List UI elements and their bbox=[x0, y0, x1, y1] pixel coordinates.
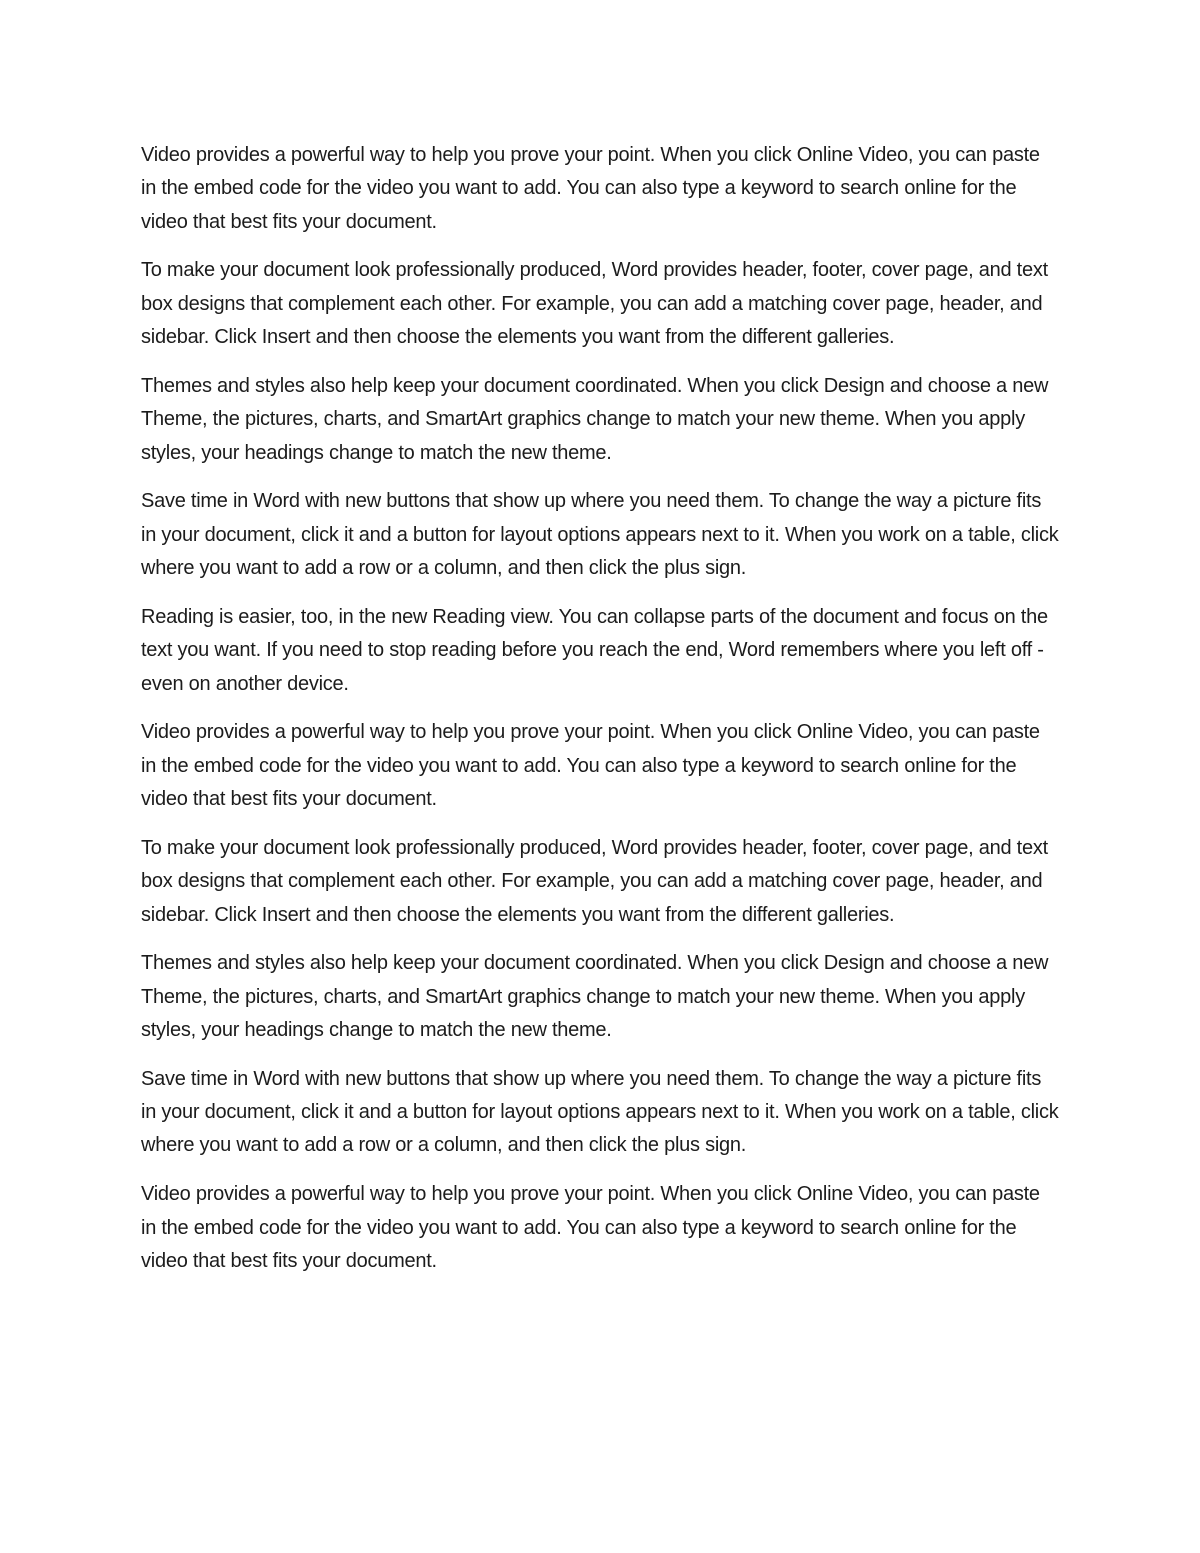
paragraph: To make your document look professionally produced, Word provides header, footer, cover page, and text box designs that complement each other. For example, you can add a matching cover page, header, and sidebar. Click Insert and then choose the elements you want from the different galleries. bbox=[141, 836, 1048, 926]
paragraph: Save time in Word with new buttons that show up where you need them. To change the way a picture fits in your document, click it and a button for layout options appears next to it. When you work on a table, click where you want to add a row or a column, and then click the plus sign. bbox=[141, 490, 1059, 580]
document-body bbox=[141, 139, 1059, 1294]
paragraph: Video provides a powerful way to help you prove your point. When you click Online Video, you can paste in the embed code for the video you want to add. You can also type a keyword to search online for the video that best fits your document. bbox=[141, 144, 1040, 233]
paragraph: Reading is easier, too, in the new Reading view. You can collapse parts of the document and focus on the text you want. If you need to stop reading before you reach the end, Word remembers where you left off - even on another device. bbox=[141, 605, 1048, 695]
paragraph: Themes and styles also help keep your document coordinated. When you click Design and choose a new Theme, the pictures, charts, and SmartArt graphics change to match your new theme. When you apply styles, your headings change to match the new theme. bbox=[141, 374, 1049, 464]
paragraph: Video provides a powerful way to help you prove your point. When you click Online Video, you can paste in the embed code for the video you want to add. You can also type a keyword to search online for the video that best fits your document. bbox=[141, 721, 1040, 811]
paragraph: Themes and styles also help keep your document coordinated. When you click Design and choose a new Theme, the pictures, charts, and SmartArt graphics change to match your new theme. When you apply styles, your headings change to match the new theme. bbox=[141, 952, 1049, 1041]
paragraph: Video provides a powerful way to help you prove your point. When you click Online Video, you can paste in the embed code for the video you want to add. You can also type a keyword to search online for the video that best fits your document. bbox=[141, 1183, 1040, 1272]
paragraph: To make your document look professionally produced, Word provides header, footer, cover page, and text box designs that complement each other. For example, you can add a matching cover page, header, and sidebar. Click Insert and then choose the elements you want from the different galleries. bbox=[141, 259, 1048, 349]
paragraph: Save time in Word with new buttons that show up where you need them. To change the way a picture fits in your document, click it and a button for layout options appears next to it. When you work on a table, click where you want to add a row or a column, and then click the plus sign. bbox=[141, 1067, 1059, 1157]
